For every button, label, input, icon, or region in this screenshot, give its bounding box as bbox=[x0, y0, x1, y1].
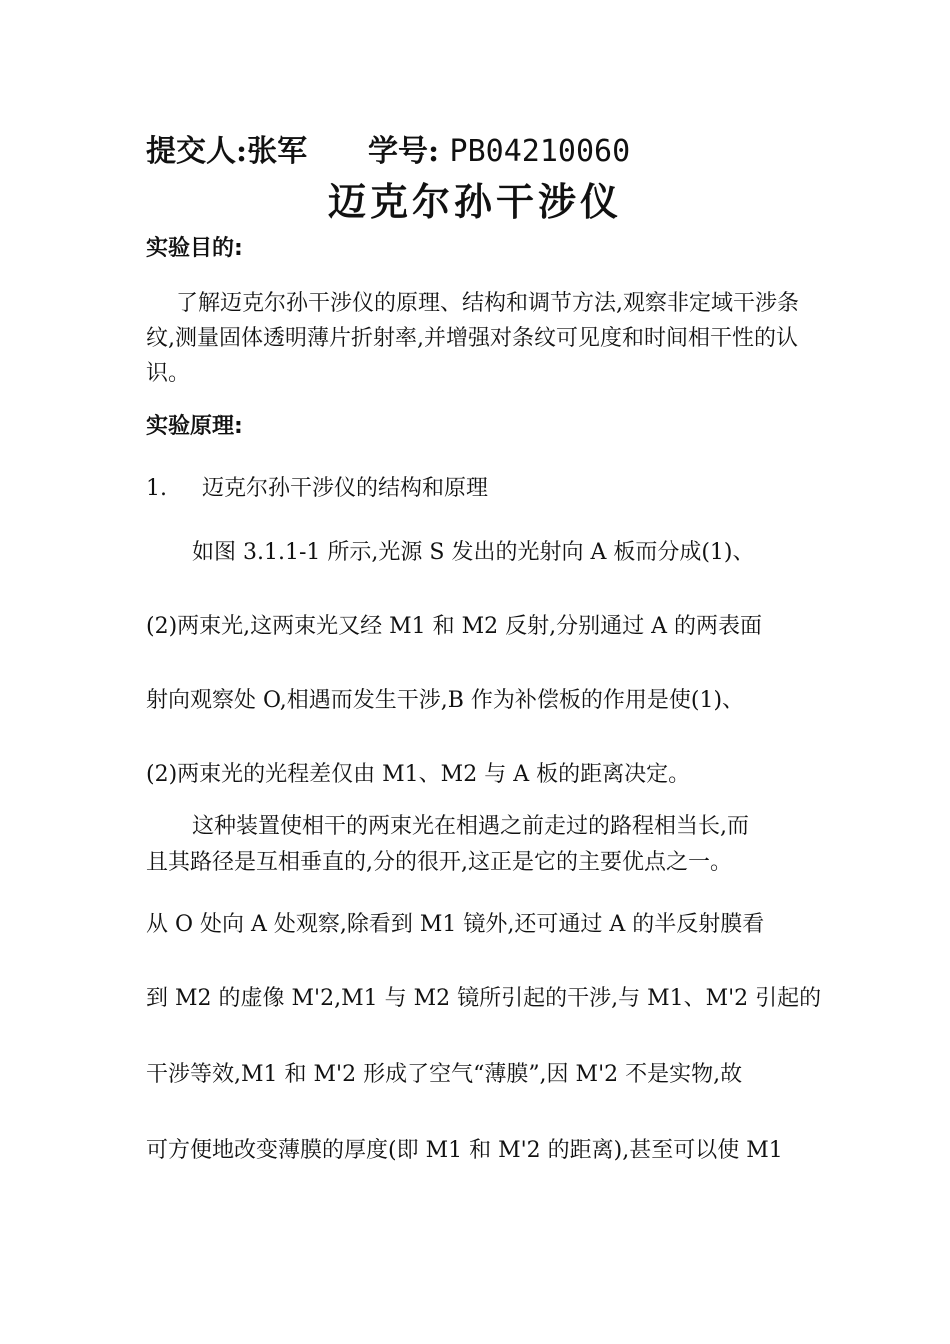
student-id-label: 学号: bbox=[367, 134, 440, 169]
submitter-label: 提交人:张军 bbox=[146, 134, 308, 169]
p3-line-4: 可方便地改变薄膜的厚度(即 M1 和 M'2 的距离),甚至可以使 M1 bbox=[146, 1138, 783, 1163]
p1-line-1: 如图 3.1.1-1 所示,光源 S 发出的光射向 A 板而分成(1)、 bbox=[192, 540, 755, 565]
submitter-line bbox=[146, 132, 630, 172]
student-id: PB04210060 bbox=[449, 134, 631, 169]
section-item-1 bbox=[146, 474, 488, 504]
purpose-paragraph: 了解迈克尔孙干涉仪的原理、结构和调节方法,观察非定域干涉条纹,测量固体透明薄片折射率,并增强对条纹可见度和时间相干性的认识。 bbox=[146, 291, 799, 386]
p3-line-1: 从 O 处向 A 处观察,除看到 M1 镜外,还可通过 A 的半反射膜看 bbox=[146, 912, 765, 937]
p2-line-2: 且其路径是互相垂直的,分的很开,这正是它的主要优点之一。 bbox=[146, 850, 732, 875]
item-title: 迈克尔孙干涉仪的结构和原理 bbox=[202, 476, 489, 501]
p1-line-2: (2)两束光,这两束光又经 M1 和 M2 反射,分别通过 A 的两表面 bbox=[146, 614, 763, 639]
p1-line-3: 射向观察处 O,相遇而发生干涉,B 作为补偿板的作用是使(1)、 bbox=[146, 688, 745, 713]
purpose-heading: 实验目的: bbox=[146, 236, 243, 261]
p2-line-1: 这种装置使相干的两束光在相遇之前走过的路程相当长,而 bbox=[192, 814, 749, 839]
principle-heading: 实验原理: bbox=[146, 414, 243, 439]
p3-line-2: 到 M2 的虚像 M'2,M1 与 M2 镜所引起的干涉,与 M1、M'2 引起的 bbox=[146, 986, 822, 1011]
p1-line-4: (2)两束光的光程差仅由 M1、M2 与 A 板的距离决定。 bbox=[146, 762, 691, 787]
p3-line-3: 干涉等效,M1 和 M'2 形成了空气“薄膜”,因 M'2 不是实物,故 bbox=[146, 1062, 743, 1087]
item-number: 1. bbox=[146, 476, 167, 501]
document-title: 迈克尔孙干涉仪 bbox=[327, 179, 622, 224]
